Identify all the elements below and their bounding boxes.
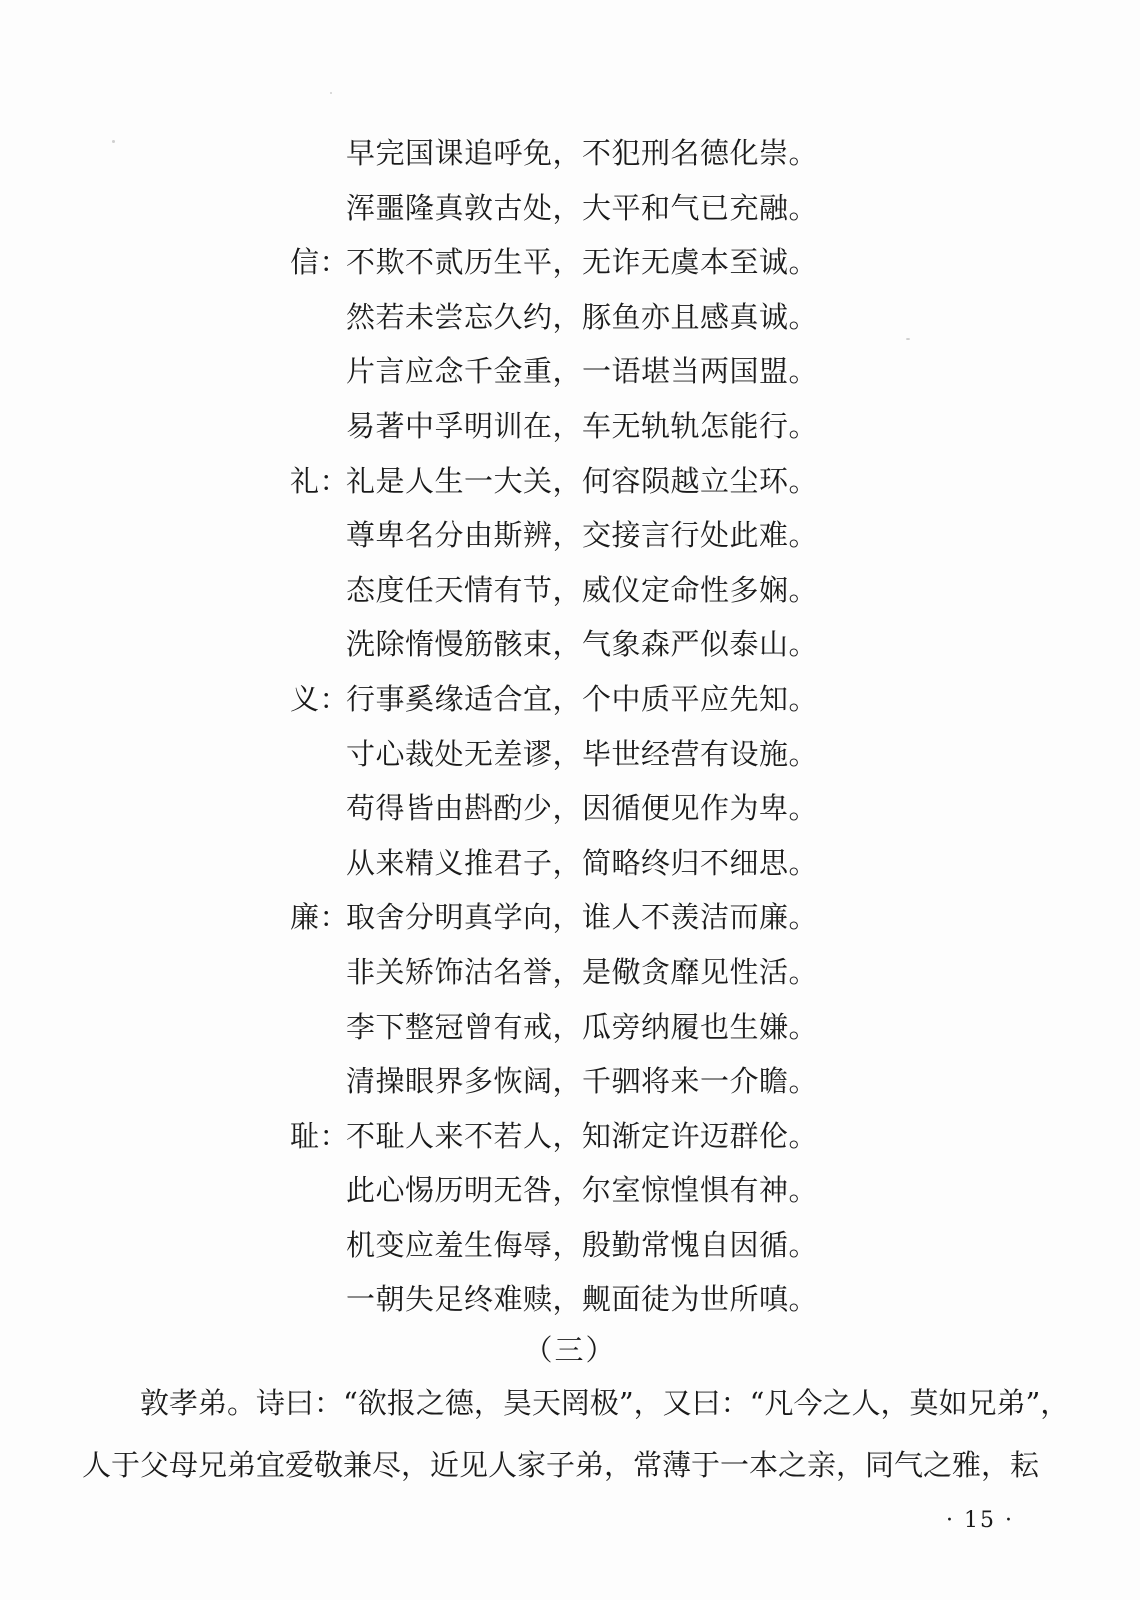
poem-line xyxy=(290,508,850,563)
poem-line xyxy=(290,563,850,618)
poem-line-text: 寸心裁处无差谬，毕世经营有设施。 xyxy=(346,736,819,771)
poem-block xyxy=(290,126,850,1327)
poem-line-label: 廉： xyxy=(290,900,350,935)
poem-line xyxy=(290,836,850,891)
poem-line-text: 清操眼界多恢阔，千驷将来一介瞻。 xyxy=(346,1064,819,1099)
poem-line xyxy=(290,1163,850,1218)
poem-line-text: 苟得皆由斟酌少，因循便见作为卑。 xyxy=(346,791,819,826)
prose-line: 人于父母兄弟宜爱敬兼尽，近见人家子弟，常薄于一本之亲，同气之雅，耘 xyxy=(82,1448,1040,1482)
poem-line xyxy=(290,290,850,345)
poem-line xyxy=(290,945,850,1000)
poem-line-text: 取舍分明真学向，谁人不羡洁而廉。 xyxy=(346,900,819,935)
poem-line-text: 尊卑名分由斯辨，交接言行处此难。 xyxy=(346,518,819,553)
poem-line-text: 从来精义推君子，简略终归不细思。 xyxy=(346,845,819,880)
poem-line-text: 机变应羞生侮辱，殷勤常愧自因循。 xyxy=(346,1227,819,1262)
poem-line-text: 非关矫饰沽名誉，是儆贪靡见性活。 xyxy=(346,954,819,989)
poem-line-text: 然若未尝忘久约，豚鱼亦且感真诚。 xyxy=(346,299,819,334)
poem-line-text: 李下整冠曾有戒，瓜旁纳履也生嫌。 xyxy=(346,1009,819,1044)
poem-line xyxy=(290,399,850,454)
poem-line-text: 态度任天情有节，威仪定命性多娴。 xyxy=(346,572,819,607)
poem-line-text: 片言应念千金重，一语堪当两国盟。 xyxy=(346,354,819,389)
poem-line-text: 礼是人生一大关，何容陨越立尘环。 xyxy=(346,463,819,498)
poem-line xyxy=(290,890,850,945)
scan-speck xyxy=(112,140,115,143)
poem-line xyxy=(290,672,850,727)
poem-line xyxy=(290,181,850,236)
poem-line-label: 义： xyxy=(290,681,350,716)
prose-block xyxy=(82,1372,1072,1496)
poem-line-label: 信： xyxy=(290,245,350,280)
poem-line-text: 浑噩隆真敦古处，大平和气已充融。 xyxy=(346,190,819,225)
section-heading: （三） xyxy=(523,1333,617,1367)
poem-line xyxy=(290,1109,850,1164)
poem-line xyxy=(290,1272,850,1327)
poem-line xyxy=(290,235,850,290)
poem-line-text: 早完国课追呼免，不犯刑名德化崇。 xyxy=(346,136,819,170)
poem-line-label: 礼： xyxy=(290,463,350,498)
poem-line xyxy=(290,1054,850,1109)
prose-line: 敦孝弟。诗曰：“欲报之德，昊天罔极”，又曰：“凡今之人，莫如兄弟”， xyxy=(140,1386,1070,1420)
poem-line xyxy=(290,617,850,672)
poem-line xyxy=(290,126,850,181)
poem-line-text: 行事奚缘适合宜，个中质平应先知。 xyxy=(346,681,819,716)
page-number: · 15 · xyxy=(946,1508,1014,1533)
scan-speck xyxy=(906,338,910,340)
poem-line xyxy=(290,1000,850,1055)
poem-line-text: 此心惕历明无咎，尔室惊惶惧有神。 xyxy=(346,1173,819,1208)
poem-line-text: 洗除惰慢筋骸束，气象森严似泰山。 xyxy=(346,627,819,662)
poem-line xyxy=(290,727,850,782)
poem-line-text: 一朝失足终难赎，觍面徒为世所嗔。 xyxy=(346,1282,819,1317)
poem-line-label: 耻： xyxy=(290,1118,350,1153)
poem-line xyxy=(290,454,850,509)
poem-line xyxy=(290,1218,850,1273)
scan-speck xyxy=(330,92,332,94)
poem-line xyxy=(290,781,850,836)
poem-line-text: 不耻人来不若人，知渐定许迈群伦。 xyxy=(346,1118,819,1153)
poem-line-text: 不欺不贰历生平，无诈无虞本至诚。 xyxy=(346,245,819,280)
poem-line-text: 易著中孚明训在，车无轨轨怎能行。 xyxy=(346,408,819,443)
poem-line xyxy=(290,344,850,399)
